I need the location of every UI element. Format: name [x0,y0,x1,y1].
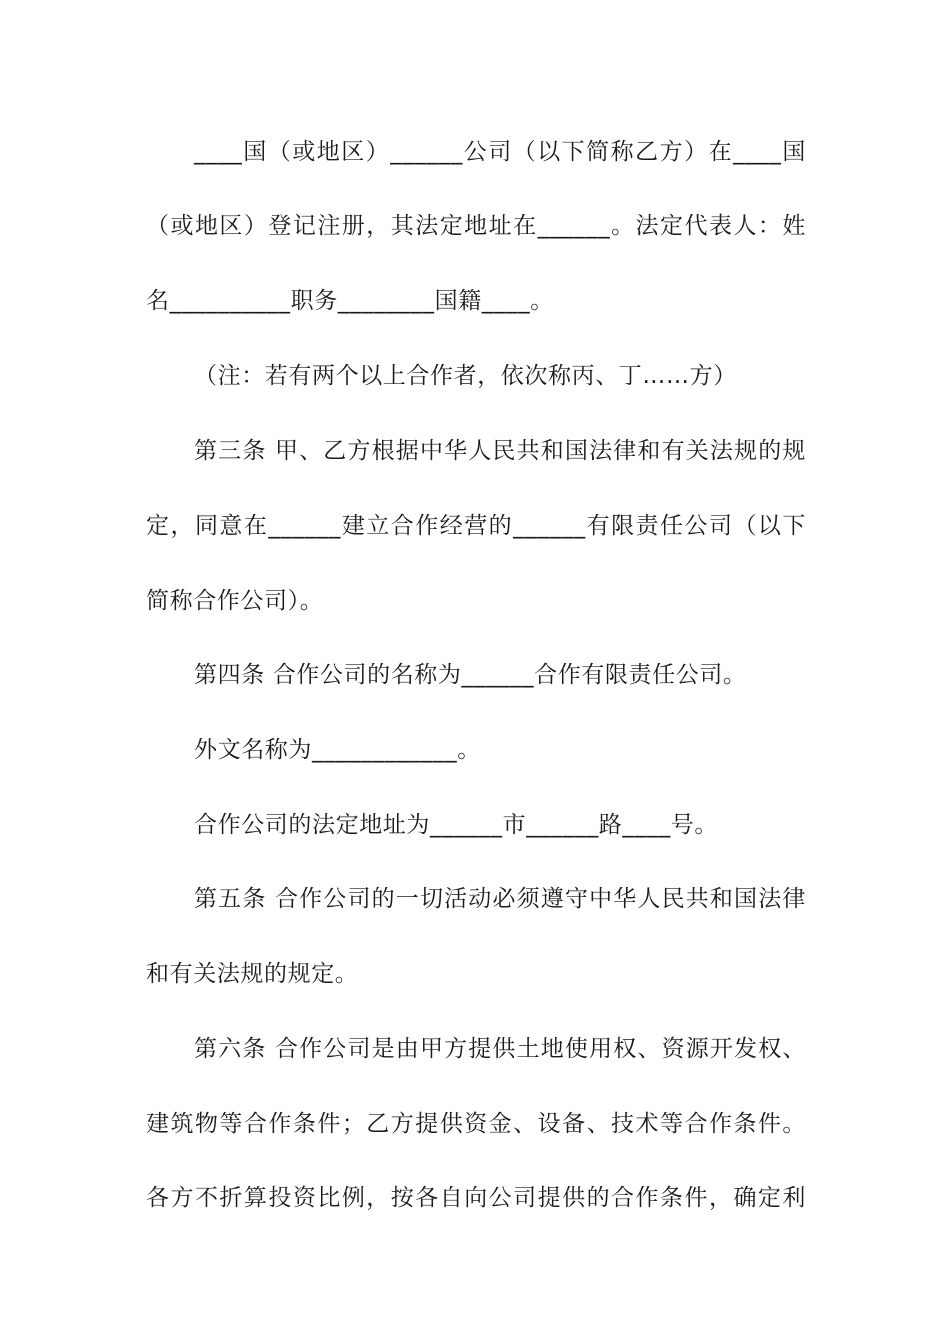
article-6-line-2: 建筑物等合作条件；乙方提供资金、设备、技术等合作条件。 [146,1111,806,1137]
article-5-line-2: 和有关法规的规定。 [146,961,359,987]
article-3-line-2: 定，同意在______建立合作经营的______有限责任公司（以下 [146,513,806,539]
note-line: （注：若有两个以上合作者，依次称丙、丁……方） [194,363,737,389]
article-6-line-3: 各方不折算投资比例，按各自向公司提供的合作条件，确定利 [146,1185,806,1211]
legal-address-line: 合作公司的法定地址为______市______路____号。 [194,812,718,838]
foreign-name-line: 外文名称为____________。 [194,737,481,763]
party-b-line-1: ____国（或地区）______公司（以下简称乙方）在____国 [194,139,806,165]
article-6-line-1: 第六条 合作公司是由甲方提供土地使用权、资源开发权、 [194,1036,806,1062]
party-b-line-3: 名__________职务________国籍____。 [146,288,554,314]
article-5-line-1: 第五条 合作公司的一切活动必须遵守中华人民共和国法律 [194,886,806,912]
article-4-line-1: 第四条 合作公司的名称为______合作有限责任公司。 [194,662,747,688]
article-3-line-3: 简称合作公司）。 [146,588,324,614]
party-b-line-2: （或地区）登记注册，其法定地址在______。法定代表人：姓 [146,213,806,239]
article-3-line-1: 第三条 甲、乙方根据中华人民共和国法律和有关法规的规 [194,438,806,464]
